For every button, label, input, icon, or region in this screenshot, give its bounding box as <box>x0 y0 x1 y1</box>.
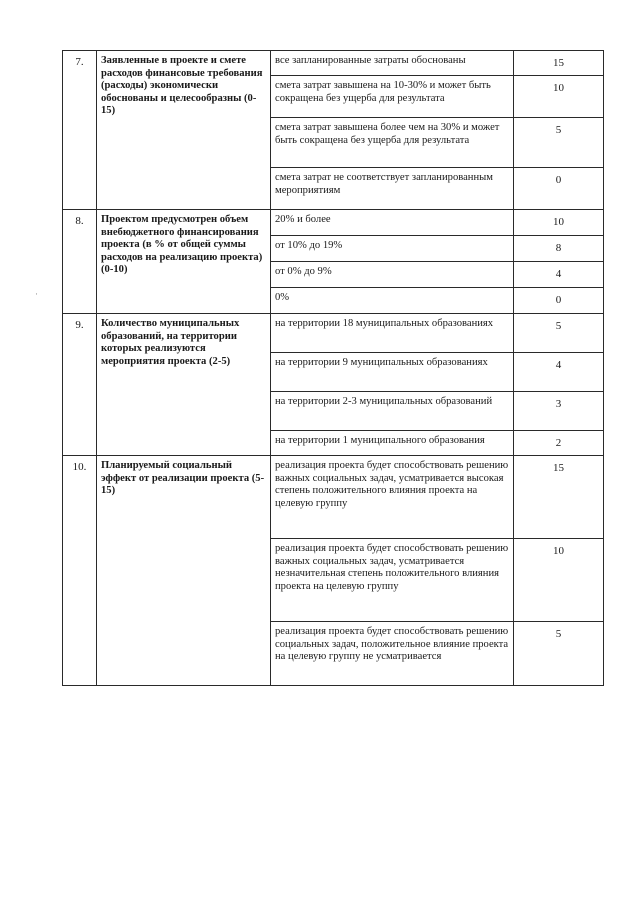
option-text: от 10% до 19% <box>271 236 514 262</box>
option-text: смета затрат не соответствует запланированным мероприятиям <box>271 168 514 210</box>
criterion-title: Проектом предусмотрен объем внебюджетного финансирования проекта (в % от общей суммы расходов на реализацию проекта) (0-10) <box>97 210 271 314</box>
criteria-table-page <box>62 50 603 686</box>
option-text: от 0% до 9% <box>271 262 514 288</box>
option-score: 10 <box>514 539 604 622</box>
criterion-title: Заявленные в проекте и смете расходов финансовые требования (расходы) экономически обоснованы и целесообразны (0-15) <box>97 51 271 210</box>
option-text: 0% <box>271 288 514 314</box>
criterion-title: Количество муниципальных образований, на территории которых реализуются мероприятия проекта (2-5) <box>97 314 271 456</box>
criteria-table <box>62 50 604 686</box>
option-text: на территории 9 муниципальных образованиях <box>271 353 514 392</box>
criterion-number: 9. <box>63 314 97 456</box>
option-score: 15 <box>514 51 604 76</box>
table-row <box>63 210 604 236</box>
table-row <box>63 456 604 539</box>
criterion-number: 7. <box>63 51 97 210</box>
option-score: 4 <box>514 262 604 288</box>
option-score: 4 <box>514 353 604 392</box>
option-score: 0 <box>514 168 604 210</box>
option-score: 15 <box>514 456 604 539</box>
option-score: 5 <box>514 622 604 686</box>
criterion-title: Планируемый социальный эффект от реализации проекта (5-15) <box>97 456 271 686</box>
option-score: 3 <box>514 392 604 431</box>
option-score: 5 <box>514 118 604 168</box>
option-score: 10 <box>514 210 604 236</box>
option-text: на территории 1 муниципального образования <box>271 431 514 456</box>
option-text: реализация проекта будет способствовать решению важных социальных задач, усматривается незначительная степень положительного влияния проекта на целевую группу <box>271 539 514 622</box>
option-score: 10 <box>514 76 604 118</box>
option-text: на территории 2-3 муниципальных образований <box>271 392 514 431</box>
criterion-number: 10. <box>63 456 97 686</box>
option-score: 5 <box>514 314 604 353</box>
option-text: реализация проекта будет способствовать решению социальных задач, положительное влияние проекта на целевую группу не усматривается <box>271 622 514 686</box>
option-text: смета затрат завышена более чем на 30% и может быть сокращена без ущерба для результата <box>271 118 514 168</box>
option-text: все запланированные затраты обоснованы <box>271 51 514 76</box>
option-text: реализация проекта будет способствовать решению важных социальных задач, усматривается высокая степень положительного влияния проекта на целевую группу <box>271 456 514 539</box>
option-score: 2 <box>514 431 604 456</box>
table-row <box>63 314 604 353</box>
option-text: смета затрат завышена на 10-30% и может быть сокращена без ущерба для результата <box>271 76 514 118</box>
option-text: 20% и более <box>271 210 514 236</box>
option-text: на территории 18 муниципальных образованиях <box>271 314 514 353</box>
option-score: 0 <box>514 288 604 314</box>
option-score: 8 <box>514 236 604 262</box>
criterion-number: 8. <box>63 210 97 314</box>
margin-mark: · <box>35 289 38 299</box>
table-row <box>63 51 604 76</box>
